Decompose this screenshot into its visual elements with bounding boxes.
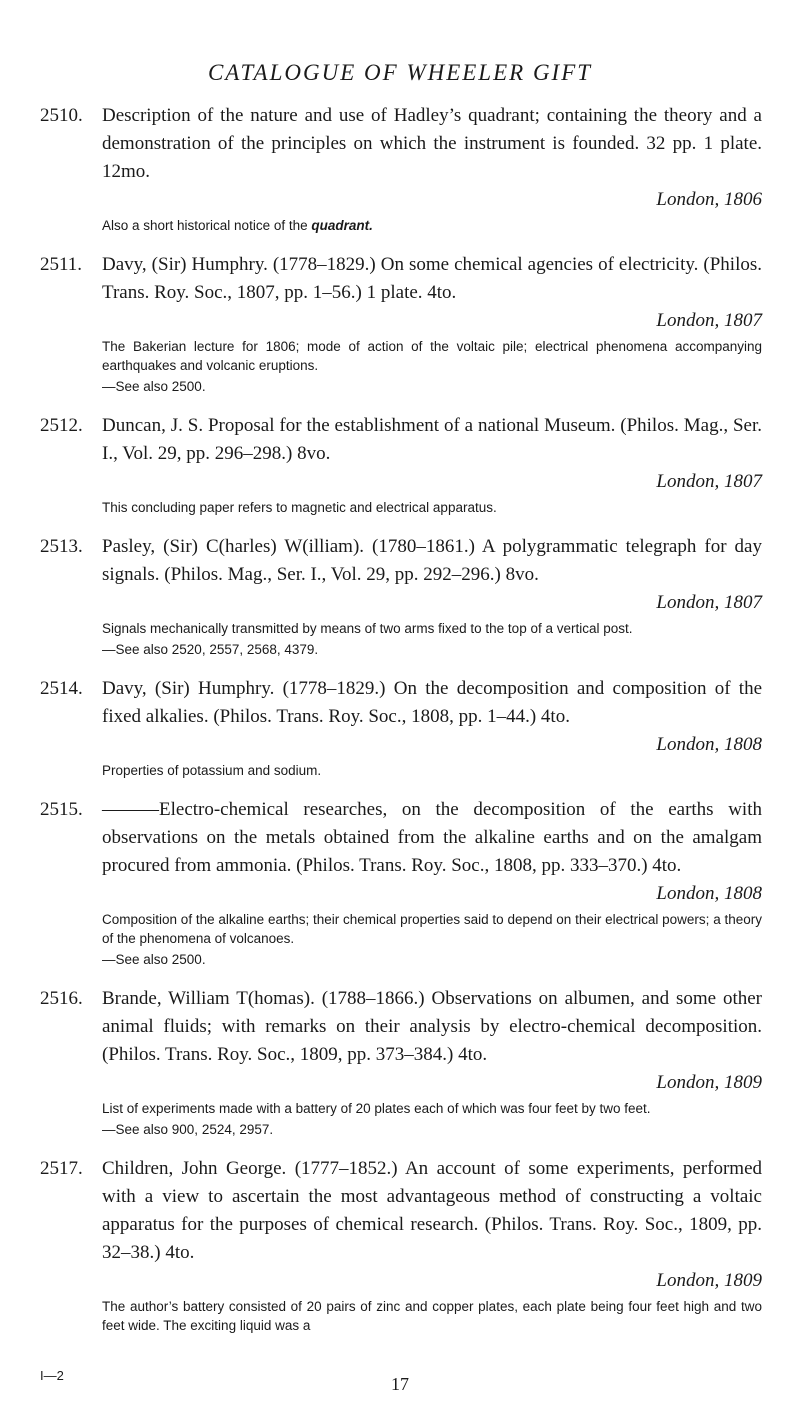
entry-number: 2517. [40, 1158, 83, 1179]
entry-see-also: —See also 2500. [102, 952, 206, 967]
entry-title: Pasley, (Sir) C(harles) W(illiam). (1780–1861.) A polygrammatic telegraph for day signals. (Philos. Mag., Ser. I., Vol. 29, pp. 292–296.) 8vo. [102, 536, 762, 585]
page-number: 17 [391, 1374, 409, 1394]
catalogue-entry [40, 412, 762, 517]
entry-title: ———Electro-chemical researches, on the decomposition of the earths with observations on the metals obtained from the alkaline earths and on the amalgam procured from ammonia. (Philos. Trans. Roy. Soc., 1808, pp. 333–370.) 4to. [102, 799, 762, 876]
entry-title: Davy, (Sir) Humphry. (1778–1829.) On the decomposition and composition of the fixed alkalies. (Philos. Trans. Roy. Soc., 1808, pp. 1–44.) 4to. [102, 678, 762, 727]
entry-imprint: London, 1807 [656, 592, 762, 613]
entry-number: 2514. [40, 678, 83, 699]
entry-title: Davy, (Sir) Humphry. (1778–1829.) On some chemical agencies of electricity. (Philos. Trans. Roy. Soc., 1807, pp. 1–56.) 1 plate. 4to. [102, 254, 762, 303]
entry-note-emphasis: quadrant. [311, 218, 373, 233]
entry-number: 2513. [40, 536, 83, 557]
catalogue-entry [40, 796, 762, 969]
entry-note: Signals mechanically transmitted by means of two arms fixed to the top of a vertical post. [102, 621, 633, 636]
entry-note: List of experiments made with a battery of 20 plates each of which was four feet by two feet. [102, 1101, 651, 1116]
catalogue-entry [40, 1155, 762, 1335]
catalogue-entry [40, 533, 762, 659]
catalogue-entry [40, 251, 762, 396]
entry-note: Properties of potassium and sodium. [102, 763, 322, 778]
entry-note: This concluding paper refers to magnetic and electrical apparatus. [102, 500, 497, 515]
entry-imprint: London, 1808 [656, 734, 762, 755]
entry-number: 2511. [40, 254, 83, 275]
entry-note [102, 216, 762, 235]
catalogue-entry [40, 985, 762, 1139]
entry-imprint: London, 1806 [656, 189, 762, 210]
signature-mark: I—2 [40, 1368, 64, 1383]
entry-number: 2516. [40, 988, 83, 1009]
entry-see-also: —See also 900, 2524, 2957. [102, 1122, 274, 1137]
catalogue-entries [40, 102, 762, 1351]
entry-title: Brande, William T(homas). (1788–1866.) Observations on albumen, and some other animal fluids; with remarks on their analysis by electro-chemical decomposition. (Philos. Trans. Roy. Soc., 1809, pp. 373–384.) 4to. [102, 988, 762, 1065]
running-header: CATALOGUE OF WHEELER GIFT [207, 60, 593, 85]
entry-imprint: London, 1809 [656, 1072, 762, 1093]
entry-imprint: London, 1808 [656, 883, 762, 904]
entry-number: 2510. [40, 105, 83, 126]
entry-note: The Bakerian lecture for 1806; mode of action of the voltaic pile; electrical phenomena accompanying earthquakes and volcanic eruptions. [102, 339, 762, 373]
entry-title: Children, John George. (1777–1852.) An account of some experiments, performed with a view to ascertain the most advantageous method of constructing a voltaic apparatus for the purposes of chemical research. (Philos. Trans. Roy. Soc., 1809, pp. 32–38.) 4to. [102, 1158, 762, 1263]
entry-imprint: London, 1809 [656, 1270, 762, 1291]
entry-imprint: London, 1807 [656, 310, 762, 331]
entry-number: 2512. [40, 415, 83, 436]
entry-title: Duncan, J. S. Proposal for the establishment of a national Museum. (Philos. Mag., Ser. I., Vol. 29, pp. 296–298.) 8vo. [102, 415, 762, 464]
entry-imprint: London, 1807 [656, 471, 762, 492]
entry-note: Composition of the alkaline earths; their chemical properties said to depend on their electrical powers; a theory of the phenomena of volcanoes. [102, 912, 762, 946]
catalogue-entry [40, 102, 762, 235]
entry-see-also: —See also 2520, 2557, 2568, 4379. [102, 642, 319, 657]
entry-number: 2515. [40, 799, 83, 820]
entry-title: Description of the nature and use of Hadley’s quadrant; containing the theory and a demonstration of the principles on which the instrument is founded. 32 pp. 1 plate. 12mo. [102, 105, 762, 182]
catalogue-entry [40, 675, 762, 780]
entry-see-also: —See also 2500. [102, 379, 206, 394]
entry-note-text: Also a short historical notice of the [102, 218, 312, 233]
entry-note: The author’s battery consisted of 20 pairs of zinc and copper plates, each plate being four feet high and two feet wide. The exciting liquid was a [102, 1299, 762, 1333]
